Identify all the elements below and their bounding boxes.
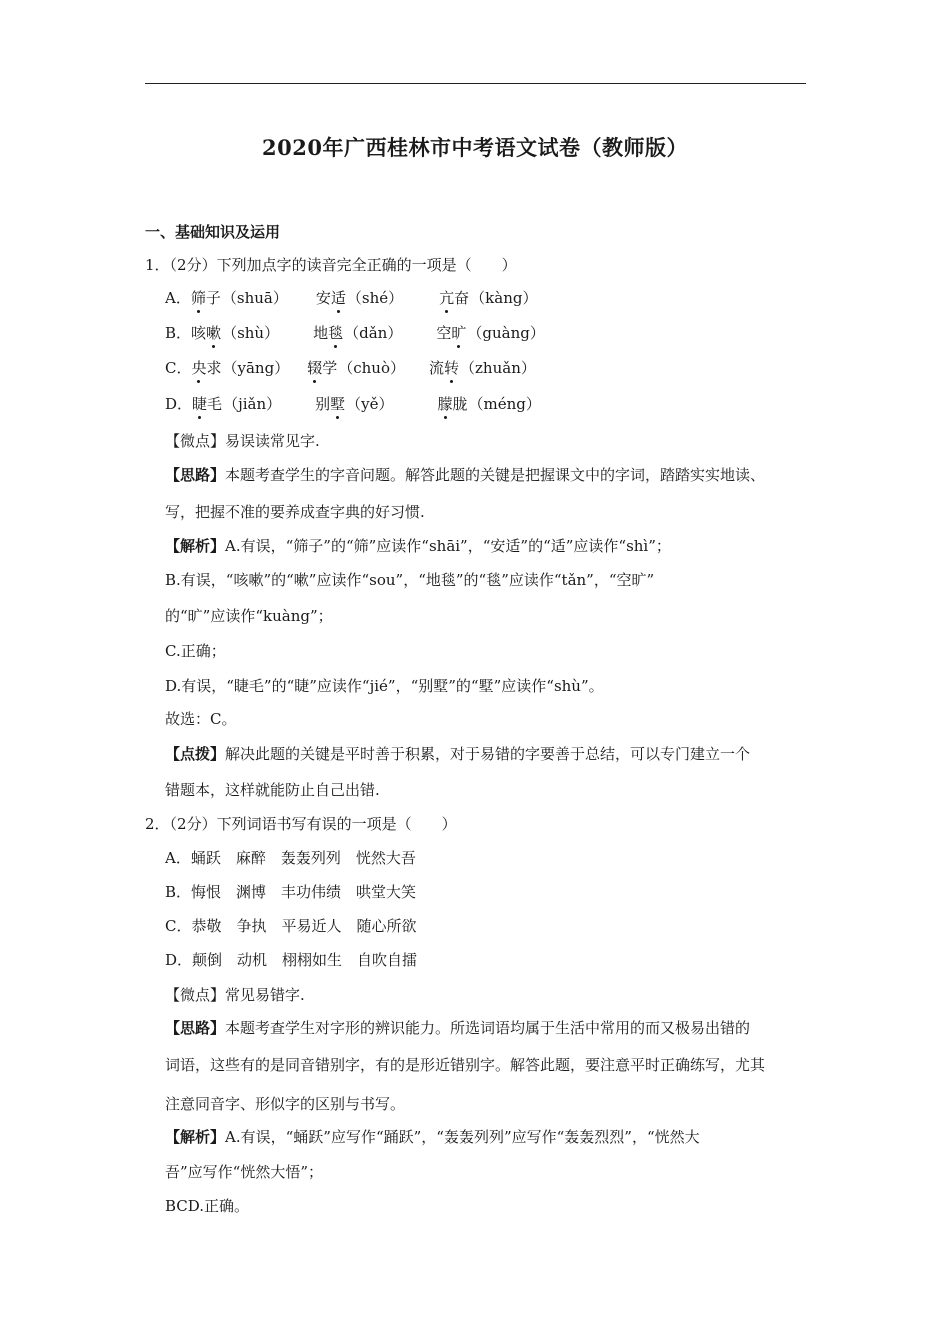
dotted-char: 转 — [444, 359, 460, 377]
option-label: A． — [165, 289, 191, 307]
q1-silu: 【思路】本题考查学生的字音问题。解答此题的关键是把握课文中的字词，踏踏实实地读、 — [165, 466, 766, 484]
q1-weidian: 【微点】易误读常见字. — [165, 432, 320, 450]
q2-silu-cont-2: 注意同音字、形似字的区别与书写。 — [165, 1095, 406, 1113]
q1-jiexi-b-cont: 的“旷”应读作“kuàng”； — [165, 607, 333, 625]
q1-dianbo: 【点拨】解决此题的关键是平时善于积累，对于易错的字要善于总结，可以专门建立一个 — [165, 745, 751, 763]
q1-jiexi-d: D.有误，“睫毛”的“睫”应读作“jié”，“别墅”的“墅”应读作“shù”。 — [165, 677, 604, 695]
q1-jiexi-b: B.有误，“咳嗽”的“嗽”应读作“sou”，“地毯”的“毯”应读作“tǎn”，“空旷” — [165, 571, 655, 589]
q2-option-c: C．恭敬 争执 平易近人 随心所欲 — [165, 917, 417, 935]
q1-stem: 1．（2分）下列加点字的读音完全正确的一项是（ ） — [145, 256, 517, 274]
dotted-char: 筛 — [190, 289, 206, 307]
dotted-char: 睫 — [192, 395, 208, 413]
q2-jiexi: 【解析】A.有误，“蛹跃”应写作“踊跃”，“轰轰列列”应写作“轰轰烈烈”，“恍然大 — [165, 1128, 700, 1146]
dotted-char: 毯 — [328, 324, 344, 342]
q2-option-b: B．悔恨 渊博 丰功伟绩 哄堂大笑 — [165, 883, 417, 901]
dotted-char: 旷 — [451, 324, 467, 342]
q1-option-b: B．咳嗽（shù） 地毯（dǎn） 空旷（guàng） — [165, 324, 545, 342]
section-heading: 一、基础知识及运用 — [145, 223, 281, 241]
q1-answer: 故选：C。 — [165, 710, 237, 728]
dotted-char: 央 — [191, 359, 207, 377]
q1-option-d: D．睫毛（jiǎn） 别墅（yě） 朦胧（méng） — [165, 395, 541, 413]
q1-jiexi-c: C.正确； — [165, 642, 226, 660]
q2-jiexi-cont: 吾”应写作“恍然大悟”； — [165, 1163, 324, 1181]
dotted-char: 朦 — [437, 395, 453, 413]
q2-silu-cont: 词语，这些有的是同音错别字，有的是形近错别字。解答此题，要注意平时正确练写，尤其 — [165, 1056, 766, 1074]
dotted-char: 亢 — [439, 289, 455, 307]
dotted-char: 嗽 — [206, 324, 222, 342]
q2-stem: 2．（2分）下列词语书写有误的一项是（ ） — [145, 815, 457, 833]
header-rule — [145, 83, 806, 84]
dotted-char: 适 — [330, 289, 346, 307]
option-label: B． — [165, 324, 192, 342]
q2-weidian: 【微点】常见易错字. — [165, 986, 305, 1004]
q1-jiexi: 【解析】A.有误，“筛子”的“筛”应读作“shāi”，“安适”的“适”应读作“shì”； — [165, 537, 671, 555]
q2-option-a: A．蛹跃 麻醉 轰轰列列 恍然大吾 — [165, 849, 416, 867]
q2-option-d: D．颠倒 动机 栩栩如生 自吹自擂 — [165, 951, 418, 969]
q2-silu: 【思路】本题考查学生对字形的辨识能力。所选词语均属于生活中常用的而又极易出错的 — [165, 1019, 751, 1037]
q1-silu-cont: 写，把握不准的要养成查字典的好习惯. — [165, 503, 425, 521]
page-title: 2020年广西桂林市中考语文试卷（教师版） — [262, 135, 688, 160]
q1-option-c: C．央求（yāng） 辍学（chuò） 流转（zhuǎn） — [165, 359, 536, 377]
option-label: C． — [165, 359, 192, 377]
dotted-char: 辍 — [307, 359, 323, 377]
dotted-char: 墅 — [330, 395, 346, 413]
option-label: D． — [165, 395, 193, 413]
q2-jiexi-bcd: BCD.正确。 — [165, 1197, 250, 1215]
q1-option-a: A．筛子（shuā） 安适（shé） 亢奋（kàng） — [165, 289, 538, 307]
q1-dianbo-cont: 错题本，这样就能防止自己出错. — [165, 781, 380, 799]
